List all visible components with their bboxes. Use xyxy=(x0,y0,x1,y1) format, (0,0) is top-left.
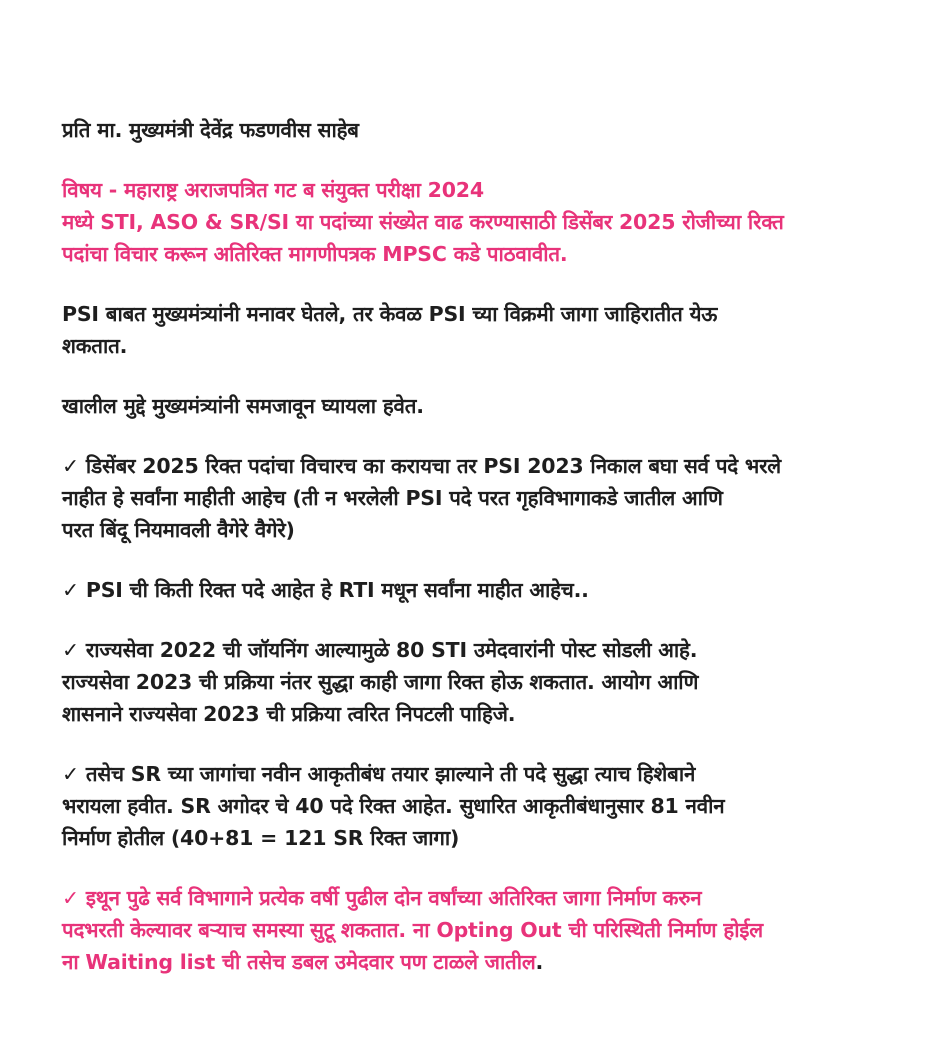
point-line: शासनाने राज्यसेवा 2023 ची प्रक्रिया त्वरित निपटली पाहिजे. xyxy=(62,702,516,726)
letter-document xyxy=(62,114,868,1006)
points-intro-line: खालील मुद्दे मुख्यमंत्र्यांनी समजावून घ्यायला हवेत. xyxy=(62,394,424,418)
point-item xyxy=(62,758,868,854)
salutation xyxy=(62,114,868,146)
point-line: निर्माण होतील (40+81 = 121 SR रिक्त जागा) xyxy=(62,826,460,850)
point-line: परत बिंदू नियमावली वैगेरे वैगेरे) xyxy=(62,518,295,542)
final-point xyxy=(62,882,868,978)
point-line: राज्यसेवा 2023 ची प्रक्रिया नंतर सुद्धा काही जागा रिक्त होऊ शकतात. आयोग आणि xyxy=(62,670,699,694)
subject-line: विषय - महाराष्ट्र अराजपत्रित गट ब संयुक्त परीक्षा 2024 xyxy=(62,178,484,202)
subject-block xyxy=(62,174,868,270)
subject-line: मध्ये STI, ASO & SR/SI या पदांच्या संख्येत वाढ करण्यासाठी डिसेंबर 2025 रोजीच्या रिक्त xyxy=(62,210,784,234)
point-item xyxy=(62,450,868,546)
final-point-line: पदभरती केल्यावर बऱ्याच समस्या सुटू शकतात. ना Opting Out ची परिस्थिती निर्माण होईल xyxy=(62,918,763,942)
final-point-line-text: ना Waiting list ची तसेच डबल उमेदवार पण टाळले जातील xyxy=(62,950,536,974)
psi-note-line: शकतात. xyxy=(62,334,128,358)
final-period: . xyxy=(535,950,544,974)
subject-line: पदांचा विचार करून अतिरिक्त मागणीपत्रक MPSC कडे पाठवावीत. xyxy=(62,242,568,266)
point-line: ✓ राज्यसेवा 2022 ची जॉयनिंग आल्यामुळे 80 STI उमेदवारांनी पोस्ट सोडली आहे. xyxy=(62,638,698,662)
point-line: ✓ तसेच SR च्या जागांचा नवीन आकृतीबंध तयार झाल्याने ती पदे सुद्धा त्याच हिशेबाने xyxy=(62,762,696,786)
final-point-line: ✓ इथून पुढे सर्व विभागाने प्रत्येक वर्षी पुढील दोन वर्षांच्या अतिरिक्त जागा निर्माण करुन xyxy=(62,886,702,910)
point-line: ✓ डिसेंबर 2025 रिक्त पदांचा विचारच का करायचा तर PSI 2023 निकाल बघा सर्व पदे भरले xyxy=(62,454,781,478)
point-line: भरायला हवीत. SR अगोदर चे 40 पदे रिक्त आहेत. सुधारित आकृतीबंधानुसार 81 नवीन xyxy=(62,794,725,818)
psi-note xyxy=(62,298,868,362)
points-intro xyxy=(62,390,868,422)
salutation-line: प्रति मा. मुख्यमंत्री देवेंद्र फडणवीस साहेब xyxy=(62,118,359,142)
final-point-last-line xyxy=(62,946,868,978)
point-line: ✓ PSI ची किती रिक्त पदे आहेत हे RTI मधून सर्वांना माहीत आहेच.. xyxy=(62,578,589,602)
psi-note-line: PSI बाबत मुख्यमंत्र्यांनी मनावर घेतले, तर केवळ PSI च्या विक्रमी जागा जाहिरातीत येऊ xyxy=(62,302,718,326)
point-item xyxy=(62,634,868,730)
point-line: नाहीत हे सर्वांना माहीती आहेच (ती न भरलेली PSI पदे परत गृहविभागाकडे जातील आणि xyxy=(62,486,723,510)
point-item xyxy=(62,574,868,606)
